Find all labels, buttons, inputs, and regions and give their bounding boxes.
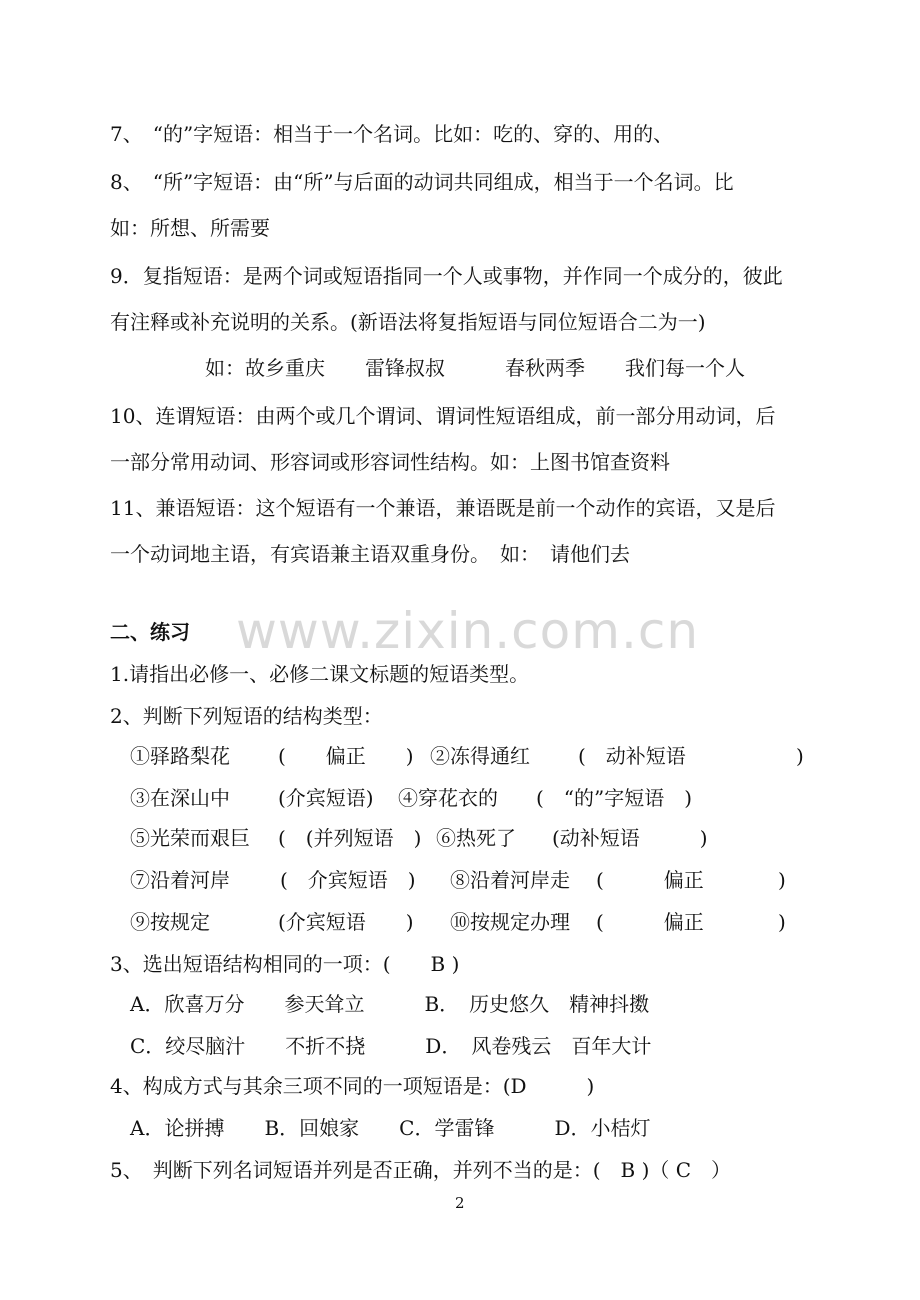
item-9-line1: 9．复指短语：是两个词或短语指同一个人或事物，并作同一个成分的，彼此 (110, 264, 783, 288)
question-3: 3、选出短语结构相同的一项：( B ) (110, 952, 460, 976)
item-11-line2: 一个动词地主语，有宾语兼主语双重身份。 如： 请他们去 (110, 542, 630, 566)
item-11-line1: 11、兼语短语：这个短语有一个兼语，兼语既是前一个动作的宾语，又是后 (110, 496, 776, 520)
pair-4-answer: ( “的”字短语 ) (536, 786, 693, 810)
question-1: 1.请指出必修一、必修二课文标题的短语类型。 (110, 662, 530, 686)
pair-2-answer: ( 动补短语 (578, 744, 686, 768)
pair-8-phrase: ⑧沿着河岸走 (450, 868, 570, 892)
pair-2-phrase: ②冻得通红 (430, 744, 530, 768)
item-9-line2: 有注释或补充说明的关系。(新语法将复指短语与同位短语合二为一) (110, 310, 706, 334)
pair-3-answer: (介宾短语) (278, 786, 374, 810)
pair-7-answer: ( 介宾短语 ) (280, 868, 416, 892)
pair-6-answer: (动补短语 ) (552, 826, 708, 850)
pair-8-close: ) (778, 868, 786, 892)
question-4-options: A．论拼搏 B．回娘家 C．学雷锋 D．小桔灯 (130, 1116, 651, 1140)
item-8-line2: 如：所想、所需要 (110, 216, 270, 240)
pair-10-close: ) (778, 910, 786, 934)
pair-8-answer: ( 偏正 (596, 868, 704, 892)
pair-3-phrase: ③在深山中 (130, 786, 230, 810)
item-7: 7、 “的”字短语：相当于一个名词。比如：吃的、穿的、用的、 (110, 122, 674, 146)
item-10-line2: 一部分常用动词、形容词或形容词性结构。如：上图书馆查资料 (110, 450, 670, 474)
question-3-options-cd: C．绞尽脑汁 不折不挠 D． 风卷残云 百年大计 (130, 1034, 652, 1058)
question-4: 4、构成方式与其余三项不同的一项短语是：(D ) (110, 1074, 595, 1098)
item-9-examples: 如：故乡重庆 雷锋叔叔 春秋两季 我们每一个人 (205, 356, 745, 380)
pair-2-close: ) (796, 744, 804, 768)
pair-10-phrase: ⑩按规定办理 (450, 910, 570, 934)
question-3-options-ab: A．欣喜万分 参天耸立 B． 历史悠久 精神抖擞 (130, 992, 650, 1016)
watermark: www.zixin.com.cn (236, 602, 700, 660)
practice-heading: 二、练习 (110, 620, 190, 644)
item-8-line1: 8、 “所”字短语：由“所”与后面的动词共同组成，相当于一个名词。比 (110, 170, 734, 194)
pair-5-answer: ( (并列短语 ) (278, 826, 422, 850)
question-2: 2、判断下列短语的结构类型： (110, 704, 383, 728)
pair-7-phrase: ⑦沿着河岸 (130, 868, 230, 892)
question-5: 5、 判断下列名词短语并列是否正确，并列不当的是：( B )（ C ） (110, 1158, 732, 1182)
item-10-line1: 10、连谓短语：由两个或几个谓词、谓词性短语组成，前一部分用动词，后 (110, 404, 776, 428)
pair-5-phrase: ⑤光荣而艰巨 (130, 826, 250, 850)
pair-9-answer: (介宾短语 ) (278, 910, 414, 934)
page-number: 2 (455, 1194, 465, 1212)
pair-10-answer: ( 偏正 (596, 910, 704, 934)
pair-9-phrase: ⑨按规定 (130, 910, 210, 934)
pair-6-phrase: ⑥热死了 (436, 826, 516, 850)
pair-4-phrase: ④穿花衣的 (398, 786, 498, 810)
pair-1-answer: ( 偏正 ) (278, 744, 414, 768)
pair-1-phrase: ①驿路梨花 (130, 744, 230, 768)
